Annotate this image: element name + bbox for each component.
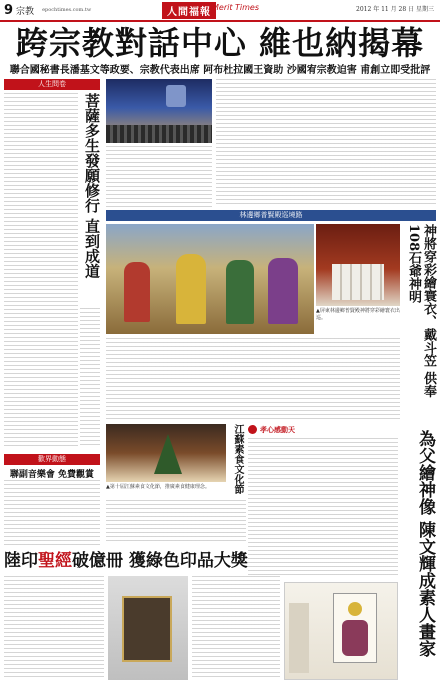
food-story-text (106, 500, 246, 542)
lower-headline (4, 550, 248, 572)
painter-photo (284, 582, 398, 680)
food-story-title: 江蘇素食文化節 (232, 424, 243, 494)
newspaper-logo: 人間福報 (162, 2, 216, 19)
lower-story-text (4, 576, 104, 680)
masthead-bar (0, 0, 440, 20)
main-subhead: 聯合國秘書長潘基文等政要、宗教代表出席 阿布杜拉國王資助 沙國宥宗教迫害 甫創立即受批評 (9, 65, 431, 76)
temple-story-title: 神將穿彩繪寰衣、戴斗笠 供奉108石爺神明 (406, 224, 436, 398)
column-label-life: 人生問卷 (4, 79, 100, 90)
conference-caption-text (106, 146, 212, 208)
bullet-icon (248, 425, 257, 434)
portrait-head-shape (348, 602, 362, 616)
lower-headline-part: 破億冊 獲綠色印品大獎 (72, 551, 248, 571)
speaker-screen (166, 85, 186, 107)
column-label-event: 歡界動態 (4, 454, 100, 465)
section-name: 宗教 (16, 6, 35, 17)
left-column-title: 菩薩多生發願修行 直到成道 (83, 93, 101, 279)
deity-figure (226, 260, 254, 324)
left-column-text-2 (80, 308, 100, 448)
event-text (4, 480, 100, 548)
painter-figure (289, 603, 309, 673)
lower-headline-part: 陸印 (4, 551, 38, 571)
main-headline: 跨宗教對話中心 維也納揭幕 (15, 24, 425, 62)
vegetable-tree-shape (154, 434, 182, 474)
conference-photo (106, 79, 212, 143)
lower-headline-highlight: 聖經 (38, 551, 72, 571)
left-column-text (4, 93, 78, 448)
site-url[interactable]: epochtimes.com.tw (42, 7, 92, 13)
bible-photo (108, 576, 188, 680)
food-photo-caption: ▲第十屆江蘇素食文化節，推廣素食健康理念。 (106, 484, 210, 490)
main-story-text (216, 79, 436, 207)
portrait-label: 孝心感動天 (260, 424, 295, 434)
newspaper-logo-english: Merit Times (212, 3, 260, 12)
temple-story-text (106, 338, 400, 420)
section-label-temple: 林邊鄉普賢殿巡境路 (106, 210, 436, 221)
portrait-story-text (248, 438, 398, 578)
issue-date: 2012 年 11 月 28 日 星期三 (356, 6, 434, 13)
page-number: 9 (4, 2, 14, 18)
deity-portrait (333, 593, 377, 663)
deity-figure (176, 254, 206, 324)
deity-figure (124, 262, 150, 322)
audience-shape (106, 125, 212, 143)
portrait-robe-shape (342, 620, 368, 656)
book-cover (122, 596, 172, 662)
portrait-label-row (248, 424, 398, 435)
temple-shrine-photo (316, 224, 400, 306)
deity-figure (268, 258, 298, 324)
lower-story-text-2 (192, 576, 280, 680)
event-title: 聯副音樂會 免費觀賞 (9, 470, 95, 480)
food-festival-photo (106, 424, 226, 482)
procession-photo (106, 224, 314, 334)
masthead-rule (0, 20, 440, 22)
temple-photo-caption: ▲屏東林邊鄉普賢殿神將穿彩繪寰衣出巡。 (316, 308, 400, 321)
portrait-story-title: 為父繪神像 陳文輝成素人畫家 (415, 430, 435, 657)
stone-figures (332, 264, 384, 300)
